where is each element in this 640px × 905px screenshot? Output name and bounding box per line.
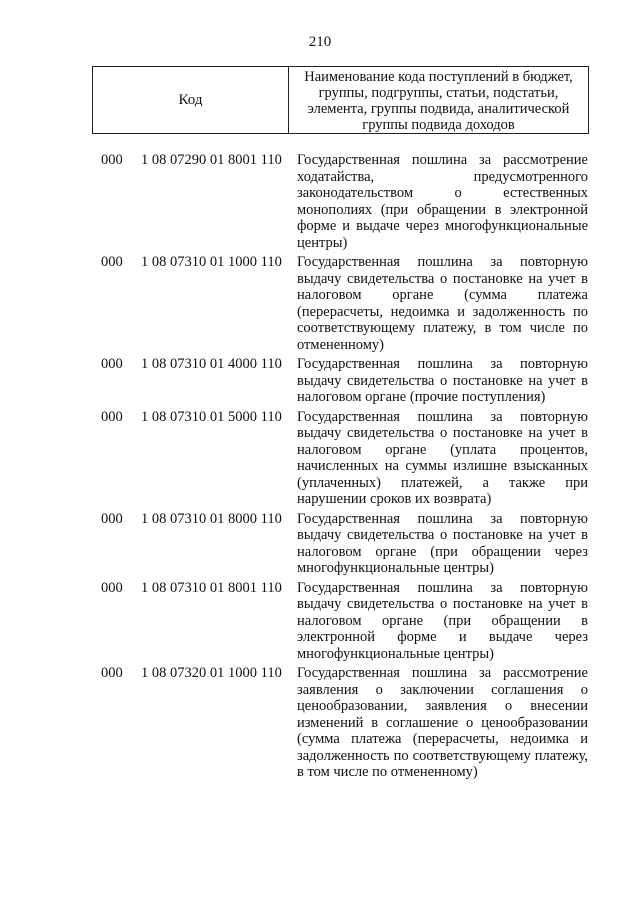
income-name: Государственная пошлина за повторную выдачу свидетельства о постановке на учет в налоговом органе (при обращении через многофункциональные центры) bbox=[297, 510, 588, 576]
income-name: Государственная пошлина за повторную выдачу свидетельства о постановке на учет в налоговом органе (при обращении в электронной форме и выдаче через многофункциональные центры) bbox=[297, 579, 588, 662]
income-code: 1 08 07310 01 5000 110 bbox=[141, 408, 282, 425]
admin-code: 000 bbox=[101, 254, 123, 270]
income-code: 1 08 07310 01 4000 110 bbox=[141, 356, 282, 372]
table-row bbox=[0, 511, 640, 577]
table-body bbox=[0, 152, 640, 781]
income-code: 1 08 07310 01 8001 110 bbox=[141, 579, 282, 596]
admin-code: 000 bbox=[101, 356, 123, 372]
page-number: 210 bbox=[308, 34, 332, 50]
admin-code: 000 bbox=[101, 665, 123, 681]
admin-code: 000 bbox=[101, 579, 123, 596]
income-name: Государственная пошлина за рассмотрение ходатайства, предусмотренного законодательством о естественных монополиях (при обращении в электронной форме и выдаче через многофункциональные центры) bbox=[297, 152, 588, 251]
table-header bbox=[92, 66, 589, 134]
table-row bbox=[0, 152, 640, 251]
income-name: Государственная пошлина за повторную выдачу свидетельства о постановке на учет в налоговом органе (уплата процентов, начисленных на суммы излишне взысканных (уплаченных) платежей, а также при нарушении сроков их возврата) bbox=[297, 408, 588, 507]
income-code: 1 08 07320 01 1000 110 bbox=[141, 665, 282, 681]
income-code: 1 08 07310 01 8000 110 bbox=[141, 510, 282, 527]
header-code-label: Код bbox=[93, 67, 289, 133]
table-row bbox=[0, 254, 640, 353]
table-row bbox=[0, 356, 640, 406]
admin-code: 000 bbox=[101, 152, 123, 168]
income-code: 1 08 07310 01 1000 110 bbox=[141, 254, 282, 270]
table-row bbox=[0, 580, 640, 663]
header-name-label: Наименование кода поступлений в бюджет, группы, подгруппы, статьи, подстатьи, элемента, группы подвида, аналитической группы подвида доходов bbox=[304, 68, 573, 133]
income-name: Государственная пошлина за рассмотрение заявления о заключении соглашения о ценообразовании, заявления о внесении изменений в соглашение о ценообразовании (сумма платежа (перерасчеты, недоимка и задолженность по соответствующему платежу, в том числе по отмененному) bbox=[297, 665, 588, 780]
table-row bbox=[0, 665, 640, 781]
admin-code: 000 bbox=[101, 408, 123, 425]
income-name: Государственная пошлина за повторную выдачу свидетельства о постановке на учет в налоговом органе (сумма платежа (перерасчеты, недоимка и задолженность по соответствующему платежу, в том числе по отмененному) bbox=[297, 254, 588, 353]
income-name: Государственная пошлина за повторную выдачу свидетельства о постановке на учет в налоговом органе (прочие поступления) bbox=[297, 356, 588, 405]
table-row bbox=[0, 409, 640, 508]
admin-code: 000 bbox=[101, 510, 123, 527]
income-code: 1 08 07290 01 8001 110 bbox=[141, 152, 282, 168]
